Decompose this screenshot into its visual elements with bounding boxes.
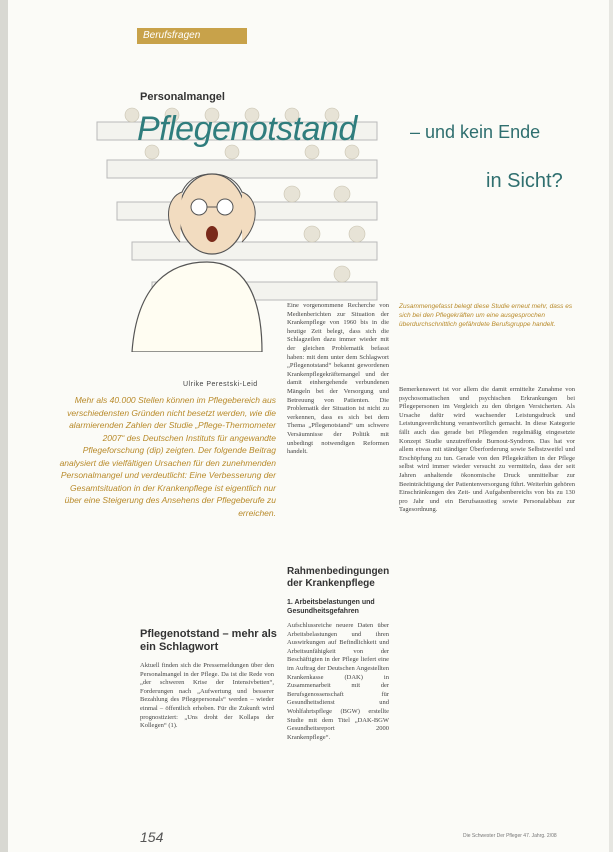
article-subtitle-line2: in Sicht? [486,170,563,192]
section-tag: Berufsfragen [137,28,247,44]
scan-edge [0,0,8,852]
subhead-middle-2: 1. Arbeitsbelastungen und Gesundheitsgefahren [287,599,375,615]
pull-quote: Zusammengefasst belegt diese Studie erneut mehr, dass es sich bei den Pflegekräften um eine ausgesprochen überdurchschnittlich gefährdete Berufsgruppe handelt. [399,303,573,328]
column-middle-text-2: Aufschlussreiche neuere Daten über Arbeitsbelastungen und ihren Auswirkungen auf Befindlichkeit und Arbeitsunfähigkeit von der Beschäftigten in der Pflege liefert eine im Auftrag der Deutschen Angestellten Krankenkasse (DAK) in Zusammenarbeit mit der Berufsgenossenschaft für Gesundheitsdienst und Wohlfahrtspflege (BGW) erstellte Studie mit dem Titel „DAK-BGW Gesundheitsreport 2000 Krankenpflege“. [287,622,389,741]
column-middle-text: Eine vorgenommene Recherche von Medienberichten zur Situation der Krankenpflege von 1960 bis in die heutige Zeit belegt, dass sich die Schlagzeilen dazu immer wieder mit der gleichen Problematik befasst haben: mit dem unter dem Schlagwort „Pflegenotstand“ bekannt gewordenen Krankenpflegekräftemangel und der damit einhergehende verbundenen Mängeln bei der Versorgung und Betreuung von Patienten. Die Problematik der Situation ist nicht zu verkennen, dass es sich bei dem Thema „Pflegenotstand“ um schwere Versäumnisse der Politik mit unbedingt notwendigen Reformen handelt. [287,302,389,456]
column-left-text: Aktuell finden sich die Pressemeldungen über den Personalmangel in der Pflege. Da ist die Rede von „der schweren Krise der Intensivbetten“, Forderungen nach „Aufwertung und besserer Bezahlung des Pflegepersonals“ werden – wieder einmal – öffentlich erhoben. Für die Zukunft wird prognostiziert: „Uns droht der Kollaps der Kollegen“ (1). [140,662,274,730]
page-number: 154 [140,829,164,845]
article-subtitle-line1: – und kein Ende [410,122,541,142]
column-right-text: Bemerkenswert ist vor allem die damit ermittelte Zunahme von psychosomatischen und psychischen Erkrankungen bei Pflegepersonen im Vergleich zu den übrigen Versicherten. Als Ursache dafür wird wachsender Leistungsdruck und Leistungsverdichtung verantwortlich gemacht. In diese Kategorie fällt auch das gerade bei Pflegenden regelmäßig eingesetzte Konzept Studie unzutreffende Burnout-Syndrom. Das hat vor allem etwas mit ständiger Überforderung sowie Selbstzweifel und Erschöpfung zu tun. Gerade von den Pflegekräften in der Pflege selbst wird immer wieder versucht zu vermitteln, dass der seit Jahren anhaltende ökonomische Druck unmittelbar zur Beeinträchtigung der Patientenversorgung führt. Weiterhin gehören Einschränkungen des Zeit- und Aufgabenbereichs von bis zu 130 pro Jahr und ein Berufsausstieg sowie Personalabbau zur Tagesordnung. [399,386,575,514]
author: Ulrike Perestski-Leid [183,381,258,388]
article-title: Pflegenotstand [137,110,357,148]
scan-edge-right [609,0,613,852]
subhead-middle: Rahmenbedingungen der Krankenpflege [287,566,390,589]
subhead-left: Pflegenotstand – mehr als ein Schlagwort [140,628,277,653]
footer-citation: Die Schwester Der Pfleger 47. Jahrg. 2/08 [463,833,557,839]
lead-paragraph: Mehr als 40.000 Stellen können im Pflegebereich aus verschiedensten Gründen nicht besetzt werden, wie die alarmierenden Zahlen der Studie „Pflege-Thermometer 2007“ des Deutschen Instituts für angewandte Pflegeforschung (dip) zeigten. Der folgende Beitrag analysiert die vielfältigen Ursachen für den zunehmenden Personalmangel und verdeutlicht: Eine Verbesserung der Gesamtsituation in der Krankenpflege ist eigentlich nur über eine Steigerung des Ansehens der Pflegeberufe zu erreichen. [59,395,276,518]
kicker: Personalmangel [140,91,225,103]
